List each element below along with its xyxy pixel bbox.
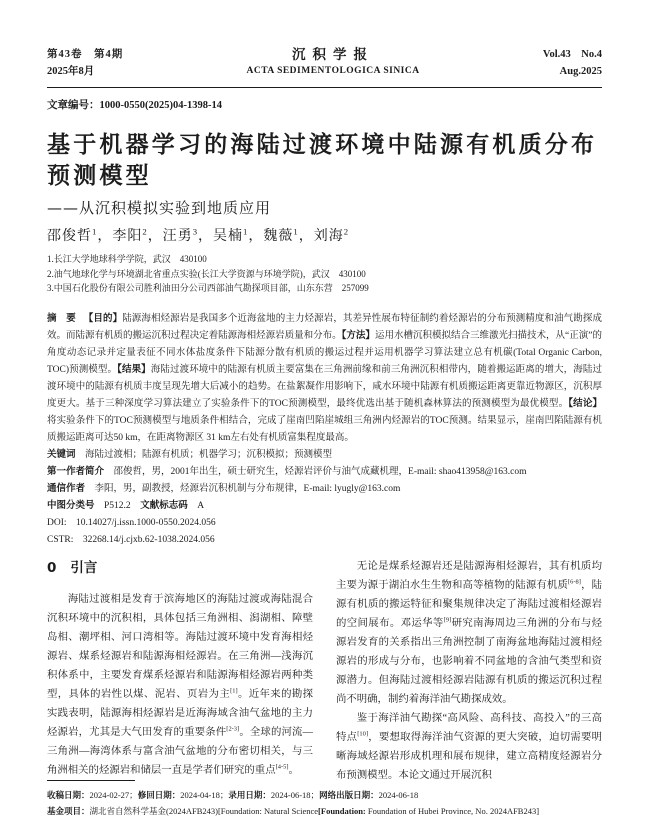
header-issue-cn — [47, 46, 123, 80]
section-title: 引言 — [70, 559, 98, 576]
affiliation-1: 1.长江大学地球科学学院，武汉 430100 — [47, 254, 207, 264]
journal-header — [47, 46, 602, 80]
body-paragraph: 海陆过渡相是发育于滨海地区的海陆过渡或海陆混合沉积环境中的沉积相，具体包括三角洲相、潟湖相、障壁岛相、潮坪相、河口湾相等。海陆过渡环境中发育海相烃源岩、煤系烃源岩和陆源海相烃源岩。在三角洲—浅海沉积体系中，主要发育煤系烃源岩和陆源海相烃源岩两种类型，具体的岩性以煤、泥岩、页岩为主[1]。近年来的勘探实践表明，陆源海相烃源岩是近海海域含油气盆地的主力烃源岩，尤其是大气田发育的重要条件[2-3]。全球的河流—三角洲—海湾体系与富含油气盆地的分布密切相关，与三角洲相关的烃源岩和储层一直是学者们研究的重点[4-5]。 — [47, 593, 314, 776]
affiliation-2: 2.油气地球化学与环境湖北省重点实验(长江大学资源与环境学院)，武汉 430100 — [47, 268, 366, 279]
abstract-label: 摘 要 — [47, 312, 76, 324]
abstract — [47, 310, 602, 447]
classification-line: 中图分类号 P512.2 文献标志码 A — [47, 500, 205, 511]
affiliations — [47, 252, 602, 296]
body-paragraph: 鉴于海洋油气勘探“高风险、高科技、高投入”的三高特点[10]，要想取得海洋油气资源的更大突破，迫切需要明晰海域烃源岩形成机理和展布规律，建立高精度烃源岩分布预测模型。本论文通过开展沉积 — [336, 712, 603, 781]
left-column — [47, 557, 314, 776]
volume-issue-cn: 第43卷 第4期 — [47, 49, 124, 60]
journal-title-en: ACTA SEDIMENTOLOGICA SINICA — [246, 66, 420, 76]
volume-issue-en: Vol.43 No.4 — [542, 49, 602, 60]
section-heading — [47, 559, 313, 578]
abstract-text: 【目的】陆源海相烃源岩是我国多个近海盆地的主力烃源岩，其差异性展布特征制约着烃源岩的分布预测精度和油气勘探成效。而陆源有机质的搬运沉积过程决定着陆源海相烃源岩质量和分布。【方法】运用水槽沉积模拟结合三维激光扫描技术，从“正演”的角度动态记录并定量表征不同水体盐度条件下陆源分散有机质的搬运过程并运用机器学习算法建立总有机碳(Total Organic Carbon, TOC)预测模型。【结果】海陆过渡环境中的陆源有机质主要富集在三角洲前缘和前三角洲沉积相带内，随着搬运距离的增大，海陆过渡环境中的陆源有机质丰度呈现先增大后减小的趋势。在盐絮凝作用影响下，咸水环境中陆源有机质搬运距离更靠近物源区，沉积厚度更大。基于三种深度学习算法建立了实验条件下的TOC预测模型，最终优选出基于随机森林算法的预测模型为最优模型。【结论】将实验条件下的TOC预测模型与地质条件相结合，完成了崖南凹陷崖城组三角洲内烃源岩的TOC预测。结果显示，崖南凹陷陆源有机质搬运距离可达50 km，在距离物源区 31 km左右处有机质富集程度最高。 — [47, 313, 602, 443]
cstr-line: CSTR: 32268.14/j.cjxb.62-1038.2024.056 — [47, 534, 215, 545]
date-en: Aug.2025 — [559, 66, 602, 77]
received-dates-line: 收稿日期：2024-02-27；修回日期：2024-04-18；录用日期：2024-06-18；网络出版日期：2024-06-18 — [47, 790, 419, 800]
paper-subtitle: ——从沉积模拟实验到地质应用 — [47, 199, 272, 217]
body-paragraph: 无论是煤系烃源岩还是陆源海相烃源岩，其有机质均主要为源于湖泊水生生物和高等植物的陆源有机质[6-8]，陆源有机质的搬运特征和聚集规律决定了海陆过渡相烃源岩的空间展布。邓运华等[9]研究南海周边三角洲的分布与烃源岩发育的关系指出三角洲控制了南海盆地海陆过渡相烃源岩的形成与分布，也影响着不同盆地的含油气类型和资源潜力。但海陆过渡相烃源岩陆源有机质的搬运沉积过程尚不明确，制约着海洋油气勘探成效。 — [336, 560, 602, 705]
affiliation-3: 3.中国石化股份有限公司胜利油田分公司西部油气勘探项目部，山东东营 257099 — [47, 283, 369, 293]
doi-line: DOI: 10.14027/j.issn.1000-0550.2024.056 — [47, 517, 216, 528]
first-author-line: 第一作者简介 邵俊哲，男，2001年出生，硕士研究生，烃源岩评价与油气成藏机理，E-mail: shao413958@163.com — [47, 466, 527, 477]
corresponding-author-line: 通信作者 李阳，男，副教授，烃源岩沉积机制与分布规律，E-mail: lyugly@163.com — [47, 483, 401, 494]
authors-line: 邵俊哲$^1$，李阳$^2$，汪勇$^3$，吴楠$^1$，魏薇$^1$，刘海$^2$ — [47, 226, 350, 244]
header-journal-name — [247, 46, 420, 80]
paper-title: 基于机器学习的海陆过渡环境中陆源有机质分布预测模型 — [47, 132, 598, 189]
body-columns — [47, 557, 603, 781]
right-column — [336, 557, 603, 781]
date-cn: 2025年8月 — [47, 66, 95, 77]
header-rule — [47, 87, 602, 88]
section-number: 0 — [47, 559, 57, 576]
article-number-value: 1000-0550(2025)04-1398-14 — [99, 100, 222, 111]
journal-title-cn: 沉积学报 — [292, 47, 375, 62]
footnote-block — [47, 780, 605, 819]
article-number-line — [47, 97, 602, 112]
article-number-label: 文章编号： — [47, 99, 100, 111]
keywords-line: 关键词 海陆过渡相；陆源有机质；机器学习；沉积模拟；预测模型 — [47, 449, 333, 460]
footnote-separator — [47, 780, 135, 781]
foundation-line: 基金项目：湖北省自然科学基金(2024AFB243)[Foundation: Natural Science[Foundation: Foundation of Hubei Province, No. 2024AFB243] — [47, 806, 540, 816]
header-issue-en — [543, 46, 602, 80]
